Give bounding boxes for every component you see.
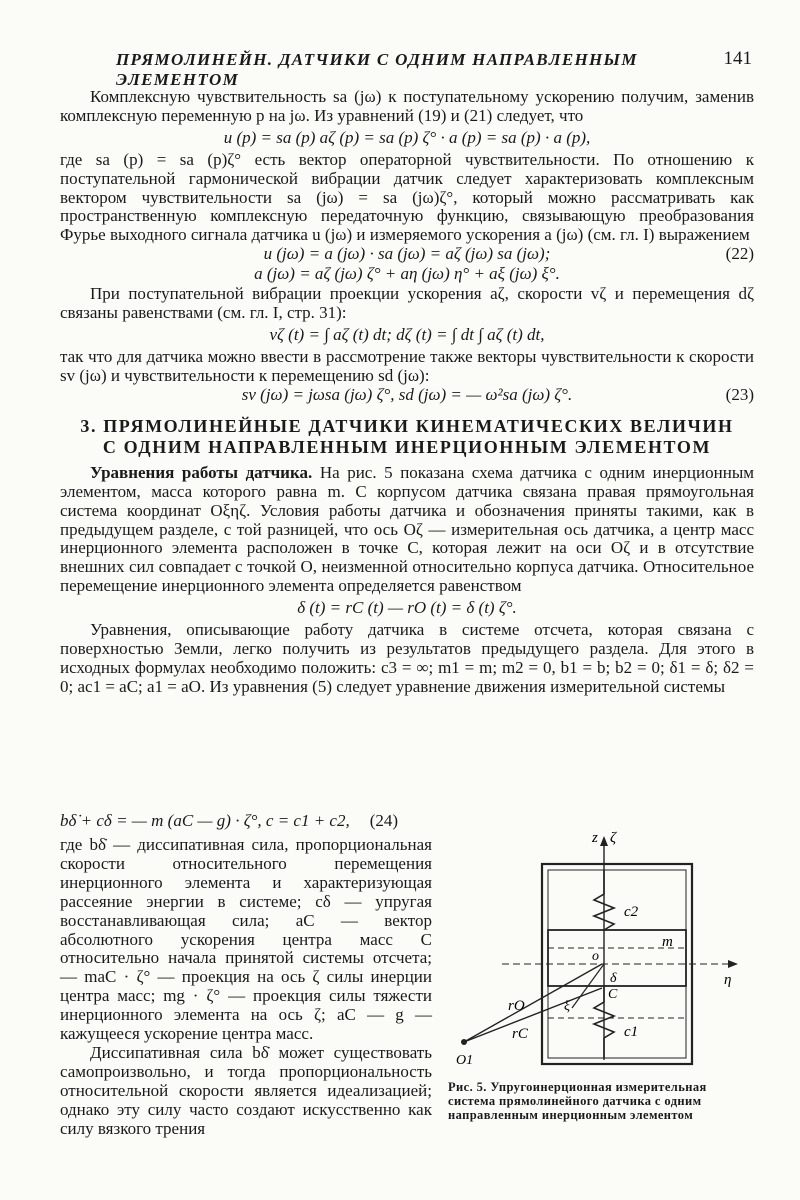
equation-23: sv (jω) = jωsa (jω) ζ°, sd (jω) = — ω²sa (jω) ζ°. — [241, 384, 573, 404]
paragraph-projections: При поступательной вибрации проекции ускорения aζ, скорости vζ и перемещения dζ связаны равенствами (см. гл. I, стр. 31): — [60, 284, 754, 323]
equation-22-line2 — [60, 265, 754, 285]
equation-22-line1 — [60, 245, 754, 265]
equation-23-row — [60, 386, 754, 406]
vector-rc-label: rC — [512, 1026, 528, 1042]
section-heading-line2: С ОДНИМ НАПРАВЛЕННЫМ ИНЕРЦИОННЫМ ЭЛЕМЕНТОМ — [102, 436, 712, 457]
origin-point — [461, 1039, 467, 1045]
equation-number-22: (22) — [725, 244, 754, 264]
left-column — [60, 812, 432, 1139]
axis-eta-label: η — [724, 972, 732, 988]
point-o-label: o — [592, 949, 599, 964]
equation-integrals: vζ (t) = ∫ aζ (t) dt; dζ (t) = ∫ dt ∫ aζ (t) dt, — [269, 325, 545, 345]
page-number: 141 — [723, 48, 752, 69]
equation-number-24: (24) — [369, 811, 399, 830]
equation-24-row — [60, 812, 432, 836]
vector-ro — [464, 964, 602, 1042]
section-heading — [60, 416, 754, 458]
zeta-axis-arrow — [600, 836, 608, 846]
paragraph-dissipative: Диссипативная сила bδ̇ может существовать самопроизвольно, и тогда пропорциональность относительной скорости является идеализацией; однако эту силу часто создают искусственно как силу вязкого трения — [60, 1042, 432, 1138]
equation-24: bδ̇ + cδ = — m (aC — g) · ζ°, c = c1 + c2, — [60, 811, 350, 830]
paragraph-vector-sensitivity: где sa (p) = sa (p)ζ° есть вектор операторной чувствительности. По отношению к поступательной гармонической вибрации датчик следует характеризовать комплексным вектором чувствительности sa (jω) = sa (jω)ζ°, который можно рассматривать как пространственную комплексную передаточную функцию, связывающую преобразования Фурье выходного сигнала датчика u (jω) и измеряемого ускорения a (jω) (см. гл. I) выражением — [60, 149, 754, 245]
figure-caption: Рис. 5. Упругоинерционная измерительная система прямолинейного датчика с одним направленным инерционным элементом — [448, 1080, 707, 1122]
xi-label: ξ — [564, 999, 570, 1014]
spring-c2-label: c2 — [624, 904, 639, 920]
eta-axis-arrow — [728, 960, 738, 968]
section-heading-line1: 3. ПРЯМОЛИНЕЙНЫЕ ДАТЧИКИ КИНЕМАТИЧЕСКИХ ВЕЛИЧИН — [80, 415, 734, 436]
equation-delta: δ (t) = rC (t) — rO (t) = δ (t) ζ°. — [297, 598, 517, 618]
equation-22a: u (jω) = a (jω) · sa (jω) = aζ (jω) sa (jω); — [263, 244, 551, 264]
page-header — [116, 48, 752, 89]
mass-label: m — [662, 934, 673, 950]
spring-c1-label: c1 — [624, 1024, 639, 1040]
paragraph-lead: Уравнения работы датчика. — [90, 462, 313, 482]
paragraph-sensitivity: Комплексную чувствительность sa (jω) к поступательному ускорению получим, заменив комплексную переменную p на jω. Из уравнений (19) и (21) следует, что — [60, 87, 754, 125]
paragraph-equations-of-operation — [60, 464, 754, 596]
delta-label: δ — [610, 971, 617, 986]
equation-number-23: (23) — [725, 384, 754, 404]
equation-u-p: u (p) = sa (p) aζ (p) = sa (p) ζ° · a (p) = sa (p) · a (p), — [223, 127, 591, 147]
main-text — [60, 88, 754, 697]
running-title: ПРЯМОЛИНЕЙН. ДАТЧИКИ С ОДНИМ НАПРАВЛЕННЫМ ЭЛЕМЕНТОМ — [116, 50, 638, 89]
equation-22b: a (jω) = aζ (jω) ζ° + aη (jω) η° + aξ (jω) ξ°. — [254, 264, 560, 284]
axis-zeta-label: ζ — [610, 830, 617, 846]
sensor-diagram — [442, 812, 754, 1074]
point-c-label: C — [608, 987, 618, 1002]
paragraph-where: где bδ̇ — диссипативная сила, пропорциональная скорости относительного перемещения инерционного элемента и характеризующая рассеяние энергии в системе; cδ — упругая восстанавливающая сила; aC — вектор абсолютного ускорения центра масс C относительно начала принятой системы отсчета; — maC · ζ° — проекция на ось ζ силы инерции центра масс; mg · ζ° — проекция силы тяжести инерционного элемента на ось ζ; aC — g — кажущееся ускорение центра масс. — [60, 835, 432, 1044]
paragraph-body: На рис. 5 показана схема датчика с одним инерционным элементом, масса которого равна m. С корпусом датчика связана правая прямоугольная система координат Oξηζ. Условия работы датчика и обозначения приняты такими, как в предыдущем разделе, с той разницей, что ось Oζ — измерительная ось датчика, а центр масс инерционного элемента расположен в точке C, которая лежит на оси Oζ и в отсутствие внешних сил совпадает с точкой O, неизменной относительно корпуса датчика. Относительное перемещение инерционного элемента определяется равенством — [60, 462, 754, 596]
paragraph-velocity-sensitivity: так что для датчика можно ввести в рассмотрение также векторы чувствительности к скорости sv (jω) и чувствительности к перемещению sd (jω): — [60, 346, 754, 385]
vector-ro-label: rO — [508, 998, 525, 1014]
paragraph-earth-frame: Уравнения, описывающие работу датчика в системе отсчета, которая связана с поверхностью Земли, легко получить из результатов предыдущего раздела. Для этого в исходных формулах необходимо положить: c3 = ∞; m1 = m; m2 = 0, b1 = b; b2 = 0; δ1 = δ; δ2 = 0; ac1 = aC; a1 = aO. Из уравнения (5) следует уравнение движения измерительной системы — [60, 620, 754, 696]
origin-label: O1 — [456, 1053, 474, 1068]
figure-5 — [442, 812, 754, 1142]
axis-z-label: z — [592, 830, 598, 846]
